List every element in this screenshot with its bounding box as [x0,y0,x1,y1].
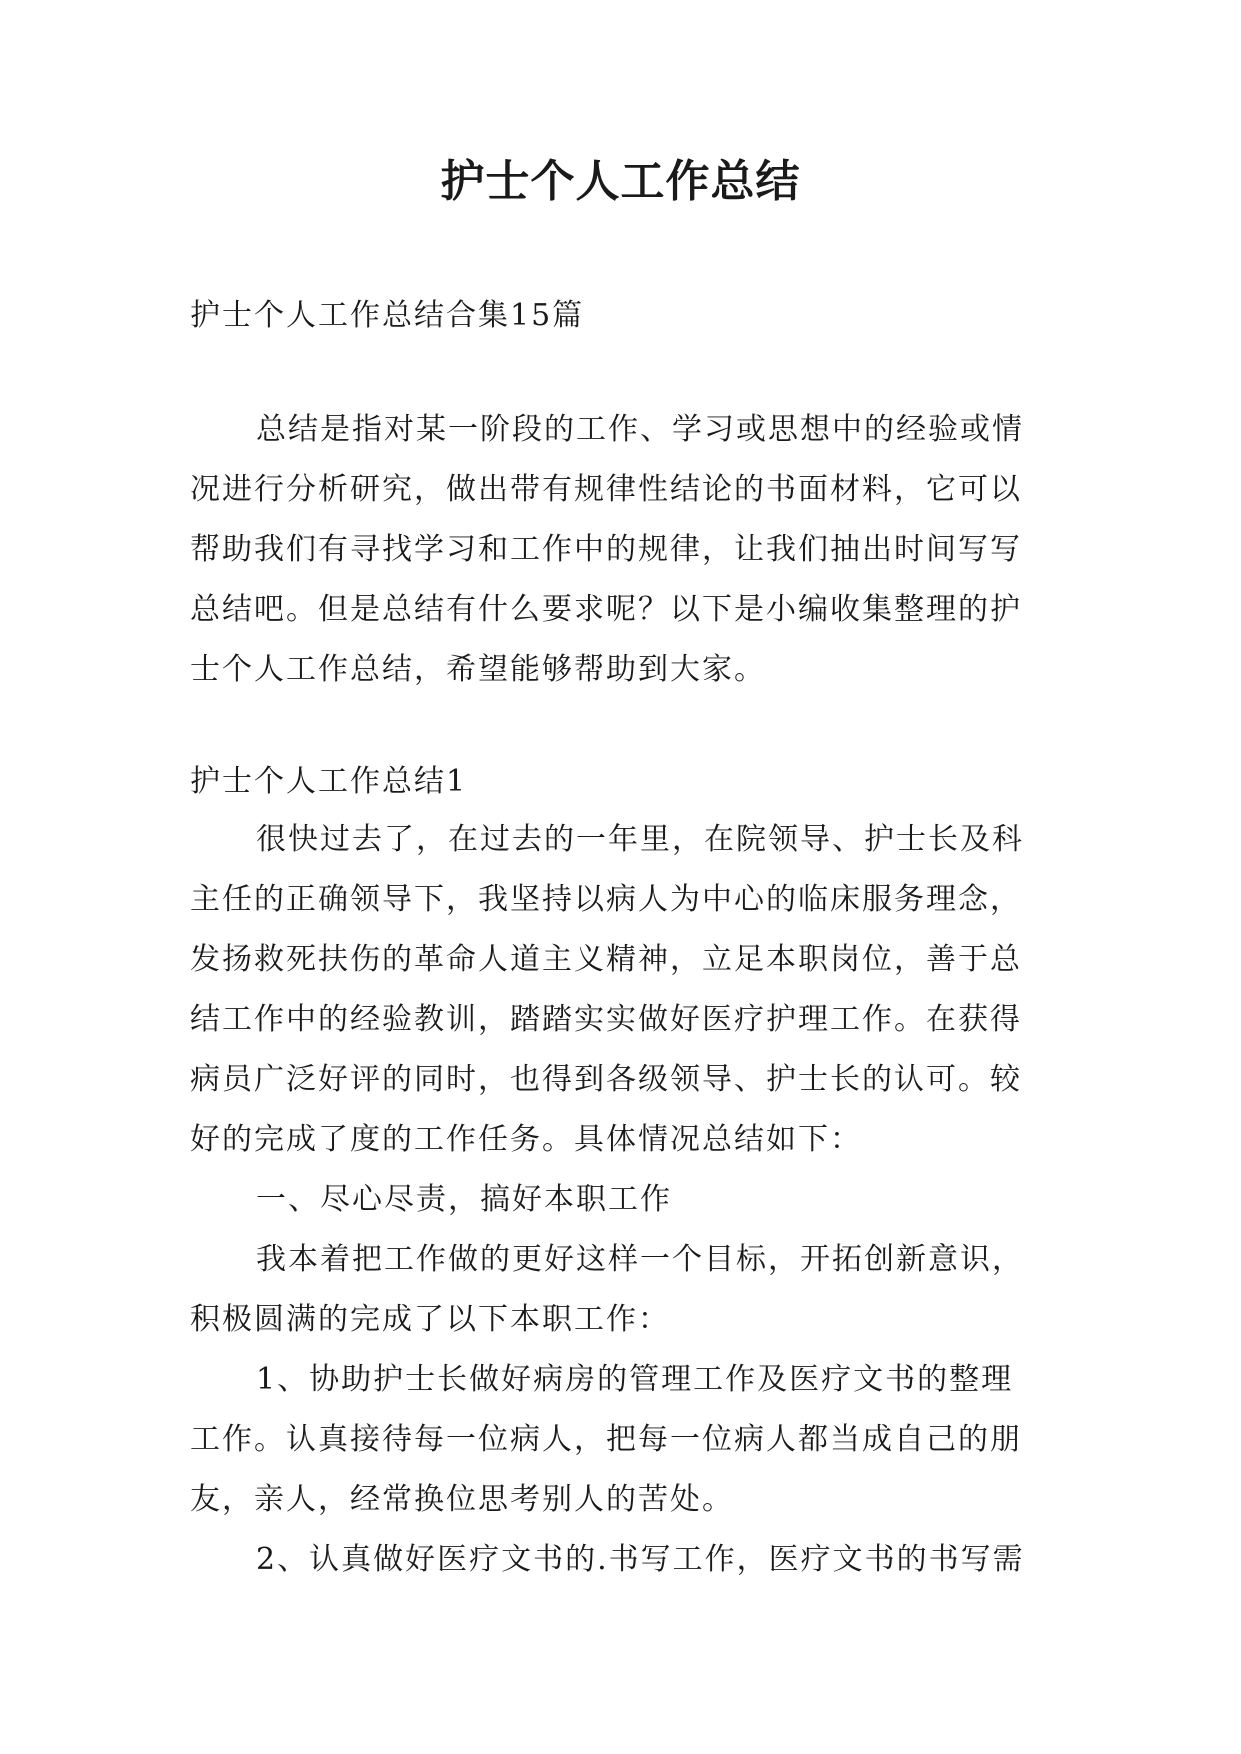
body-line: 很快过去了，在过去的一年里，在院领导、护士长及科 [256,822,1024,857]
body-line: 主任的正确领导下，我坚持以病人为中心的临床服务理念， [190,882,1022,917]
body-line: 发扬救死扶伤的革命人道主义精神，立足本职岗位，善于总 [190,942,1022,977]
body-line: 工作。认真接待每一位病人，把每一位病人都当成自己的朋 [190,1422,1022,1457]
intro-line: 总结是指对某一阶段的工作、学习或思想中的经验或情 [256,412,1024,447]
intro-line: 总结吧。但是总结有什么要求呢？以下是小编收集整理的护 [190,592,1022,627]
intro-line: 士个人工作总结，希望能够帮助到大家。 [190,652,766,687]
document-title: 护士个人工作总结 [440,156,801,207]
body-line: 病员广泛好评的同时，也得到各级领导、护士长的认可。较 [190,1062,1022,1097]
body-line: 1、协助护士长做好病房的管理工作及医疗文书的整理 [256,1362,1014,1397]
section-heading: 护士个人工作总结1 [190,764,468,799]
intro-paragraph [190,400,1024,700]
body-line: 友，亲人，经常换位思考别人的苦处。 [190,1482,734,1517]
intro-line: 况进行分析研究，做出带有规律性结论的书面材料，它可以 [190,472,1022,507]
body-line: 好的完成了度的工作任务。具体情况总结如下： [190,1122,862,1157]
document-subtitle: 护士个人工作总结合集15篇 [190,298,585,333]
subsection-heading: 一、尽心尽责，搞好本职工作 [256,1182,672,1217]
body-line: 我本着把工作做的更好这样一个目标，开拓创新意识， [256,1242,1024,1277]
body-line: 结工作中的经验教训，踏踏实实做好医疗护理工作。在获得 [190,1002,1022,1037]
section-body [190,810,1025,1590]
body-line: 积极圆满的完成了以下本职工作： [190,1302,670,1337]
intro-line: 帮助我们有寻找学习和工作中的规律，让我们抽出时间写写 [190,532,1022,567]
body-line: 2、认真做好医疗文书的.书写工作，医疗文书的书写需 [256,1542,1025,1577]
